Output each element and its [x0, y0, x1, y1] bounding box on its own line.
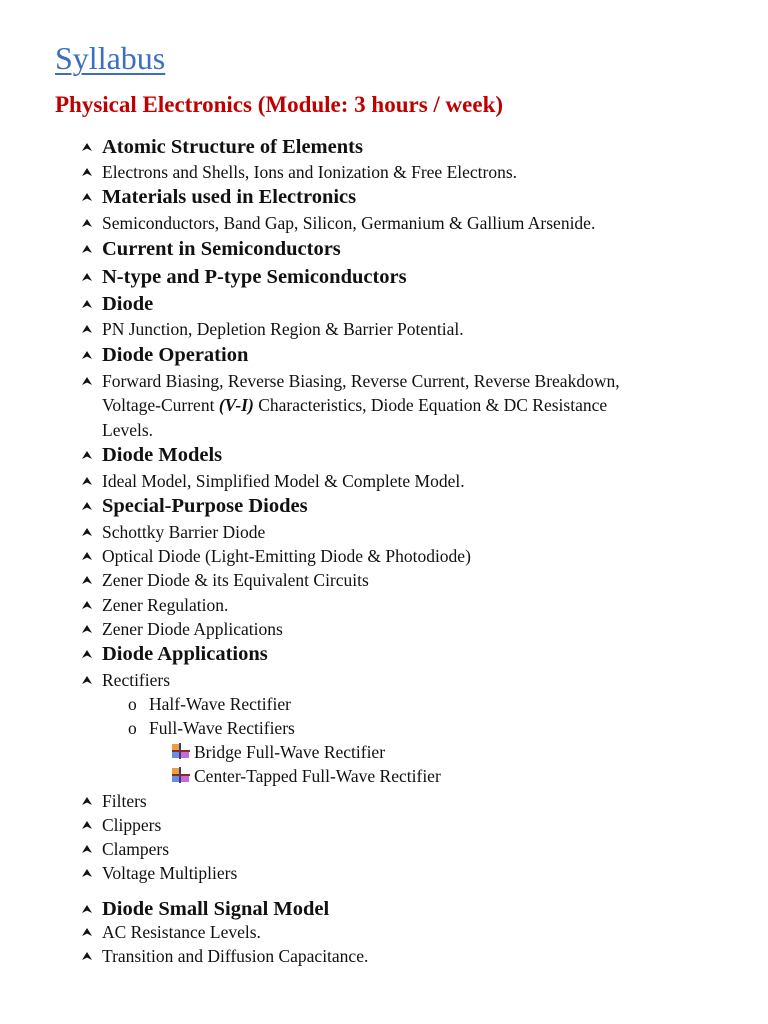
arrow-bullet-icon	[82, 351, 92, 359]
arrow-bullet-icon	[82, 576, 92, 584]
arrow-bullet-icon	[82, 552, 92, 560]
arrow-bullet-icon	[82, 502, 92, 510]
arrow-bullet-icon	[82, 219, 92, 227]
arrow-bullet-icon	[82, 193, 92, 201]
circle-bullet: o	[128, 718, 137, 738]
arrow-bullet-icon	[82, 928, 92, 936]
course-subtitle: Physical Electronics (Module: 3 hours / week)	[55, 92, 504, 117]
arrow-bullet-icon	[82, 905, 92, 913]
arrow-bullet-icon	[82, 143, 92, 151]
arrow-bullet-icon	[82, 528, 92, 536]
arrow-bullet-icon	[82, 869, 92, 877]
arrow-bullet-icon	[82, 625, 92, 633]
arrow-bullet-icon	[82, 845, 92, 853]
arrow-bullet-icon	[82, 300, 92, 308]
syllabus-page: Syllabus Physical Electronics (Module: 3 hours / week) Atomic Structure of Elements Electrons and Shells, Ions and Ionization & Free Electrons. Materials used in Electronics Semiconductors, Band Gap, Silicon, Germanium & Gallium Arsenide. Current in Semiconductors N-type and P-type Semiconductors Diode PN Junction, Depletion Region & Barrier Potential. Diode Operation Forward Biasing, Reverse Biasing, Reverse Current, Reverse Breakdown, Voltage-Current (V-I) Characteristics, Diode Equation & DC Resistance Levels. Diode Models Ideal Model, Simplified Model & Complete Model. Special-Purpose Diodes Schottky Barrier Diode Optical Diode (Light-Emitting Diode & Photodiode) Zener Diode & its Equivalent Circuits Zener Regulation. Zener Diode Applications Diode Applications Rectifiers o Half-Wave Rectifier o Full-Wave Rectifiers Bridge Full-Wave Rectifier Center-Tapped Full-Wave Rectifier Filters Clippers Clampers Voltage Multipliers Diode Small Signal Model AC Resistance Levels. Transition and Diffusion Capacitance.	[55, 40, 620, 966]
arrow-bullet-icon	[82, 451, 92, 459]
arrow-bullet-icon	[82, 650, 92, 658]
crosshair-bullet-icon	[172, 743, 190, 759]
arrow-bullet-icon	[82, 273, 92, 281]
arrow-bullet-icon	[82, 821, 92, 829]
arrow-bullet-icon	[82, 245, 92, 253]
arrow-bullet-icon	[82, 477, 92, 485]
arrow-bullet-icon	[82, 952, 92, 960]
arrow-bullet-icon	[82, 325, 92, 333]
arrow-bullet-icon	[82, 676, 92, 684]
circle-bullet: o	[128, 694, 137, 714]
arrow-bullet-icon	[82, 377, 92, 385]
page-title: Syllabus	[55, 40, 166, 76]
arrow-bullet-icon	[82, 601, 92, 609]
crosshair-bullet-icon	[172, 767, 190, 783]
arrow-bullet-icon	[82, 797, 92, 805]
arrow-bullet-icon	[82, 168, 92, 176]
